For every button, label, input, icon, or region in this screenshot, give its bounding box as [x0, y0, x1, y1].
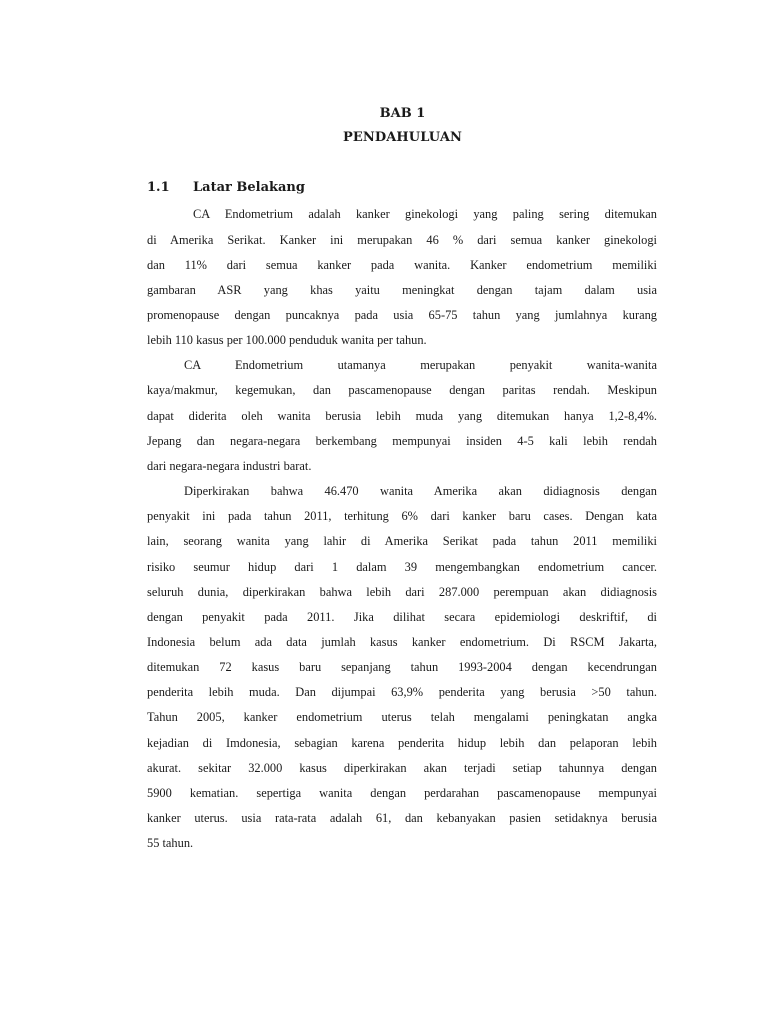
text-line: 55 tahun.: [147, 836, 194, 850]
text-line: CA Endometrium adalah kanker ginekologi yang paling sering ditemukan: [193, 207, 657, 221]
text-line: dari negara-negara industri barat.: [147, 459, 312, 473]
text-line: akurat. sekitar 32.000 kasus diperkirakan akan terjadi setiap tahunnya dengan: [147, 761, 657, 775]
text-line: dengan penyakit pada 2011. Jika dilihat secara epidemiologi deskriftif, di: [147, 610, 657, 624]
text-line: lebih 110 kasus per 100.000 penduduk wanita per tahun.: [147, 333, 427, 347]
text-line: Tahun 2005, kanker endometrium uterus telah mengalami peningkatan angka: [147, 710, 657, 724]
text-line: promenopause dengan puncaknya pada usia 65-75 tahun yang jumlahnya kurang: [147, 308, 657, 322]
text-line: penyakit ini pada tahun 2011, terhitung 6% dari kanker baru cases. Dengan kata: [147, 509, 657, 523]
section-title: Latar Belakang: [193, 180, 305, 195]
section-heading: [147, 180, 305, 195]
section-number: 1.1: [147, 180, 170, 195]
text-line: CA Endometrium utamanya merupakan penyakit wanita-wanita: [184, 358, 657, 372]
text-line: Jepang dan negara-negara berkembang mempunyai insiden 4-5 kali lebih rendah: [147, 434, 657, 448]
chapter-label: BAB 1: [379, 106, 426, 121]
text-line: Diperkirakan bahwa 46.470 wanita Amerika akan didiagnosis dengan: [184, 484, 657, 498]
text-line: kejadian di Imdonesia, sebagian karena penderita hidup lebih dan pelaporan lebih: [147, 736, 657, 750]
text-line: penderita lebih muda. Dan dijumpai 63,9% penderita yang berusia >50 tahun.: [147, 685, 657, 699]
text-line: kanker uterus. usia rata-rata adalah 61, dan kebanyakan pasien setidaknya berusia: [147, 811, 657, 825]
text-line: dan 11% dari semua kanker pada wanita. Kanker endometrium memiliki: [147, 258, 657, 272]
text-line: ditemukan 72 kasus baru sepanjang tahun 1993-2004 dengan kecendrungan: [147, 660, 657, 674]
text-line: dapat diderita oleh wanita berusia lebih muda yang ditemukan hanya 1,2-8,4%.: [147, 409, 657, 423]
text-line: risiko seumur hidup dari 1 dalam 39 mengembangkan endometrium cancer.: [147, 560, 657, 574]
text-line: kaya/makmur, kegemukan, dan pascamenopause dengan paritas rendah. Meskipun: [147, 383, 657, 397]
text-line: di Amerika Serikat. Kanker ini merupakan 46 % dari semua kanker ginekologi: [147, 233, 657, 247]
text-line: seluruh dunia, diperkirakan bahwa lebih dari 287.000 perempuan akan didiagnosis: [147, 585, 657, 599]
chapter-title: PENDAHULUAN: [343, 130, 462, 145]
text-line: gambaran ASR yang khas yaitu meningkat dengan tajam dalam usia: [147, 283, 657, 297]
text-line: lain, seorang wanita yang lahir di Amerika Serikat pada tahun 2011 memiliki: [147, 534, 657, 548]
text-line: 5900 kematian. sepertiga wanita dengan perdarahan pascamenopause mempunyai: [147, 786, 657, 800]
text-line: Indonesia belum ada data jumlah kasus kanker endometrium. Di RSCM Jakarta,: [147, 635, 657, 649]
